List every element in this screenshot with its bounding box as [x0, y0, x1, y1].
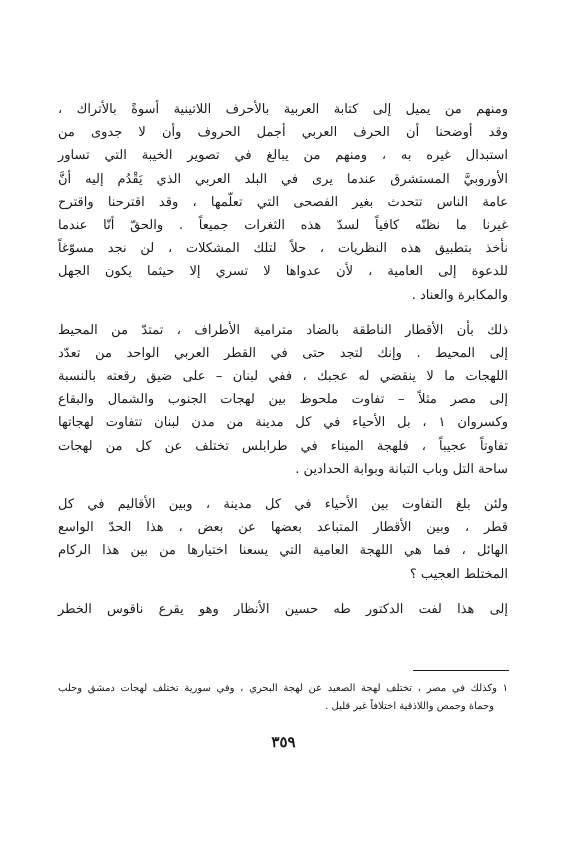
text-line: وكسروان ١ ، بل الأحياء في كل مدينة من مدن لبنان تتفاوت لهجاتها [58, 415, 508, 431]
text-line: تفاوتاً عجيباً ، فلهجة الميناء في طرابلس تختلف عن كل من لهجات [58, 438, 508, 454]
footnote-divider [413, 670, 509, 671]
text-line: المختلط العجيب ؟ [409, 566, 508, 582]
paragraph-1 [58, 98, 508, 307]
text-line: غيرنا ما نظنّه كافياً لسدّ هذه الثغرات جميعاً . والحقّ أنّا عندما [58, 217, 508, 233]
text-line: ولئن بلغ التفاوت بين الأحياء في كل مدينة ، وبين الأقاليم في كل [58, 497, 508, 512]
text-line: استبدال غيره به ، ومنهم من يبالغ في تصوير الخيبة التي تساور [58, 148, 508, 164]
text-line: والمكابرة والعناد . [411, 287, 508, 303]
paragraph-4 [58, 598, 508, 621]
text-line: اللهجات ما لا ينقضي له عجبك ، ففي لبنان – على ضيق رقعته بالنسبة [58, 369, 508, 385]
text-line: الهائل ، فما هي اللهجة العامية التي يسعنا اختيارها من بين هذا الركام [58, 543, 508, 559]
text-line: نأخذ بتطبيق هذه النظريات ، حلاً لتلك المشكلات ، لن نجد مسوّغاً [58, 241, 508, 257]
text-line: إلى هذا لفت الدكتور طه حسين الأنظار وهو يقرع ناقوس الخطر [58, 601, 508, 617]
paragraph-3 [58, 493, 508, 586]
text-line: ذلك بأن الأقطار الناطقة بالضاد مترامية الأطراف ، تمتدّ من المحيط [58, 322, 508, 338]
text-line: إلى المحيط . وإنك لتجد حتى في القطر العربي الواحد من تعدّد [58, 345, 508, 361]
footnote-line: ١ وكذلك في مصر ، تختلف لهجة الصعيد عن لهجة البحري ، وفي سورية تختلف لهجات دمشق وحلب [58, 683, 508, 694]
text-line: قطر ، وبين الأقطار المتباعد بعضها عن بعض ، هذا الحدّ الواسع [58, 520, 508, 536]
text-line: للدعوة إلى العامية ، لأن عدواها لا تسري إلا حيثما يكون الجهل [58, 264, 508, 280]
footnote-line: وحماة وحمص واللاذقية اختلافاً غير قليل . [325, 701, 494, 712]
paragraph-2 [58, 319, 508, 481]
text-line: ساحة التل وباب التبانة وبوابة الحدادين . [295, 461, 508, 477]
text-line: ومنهم من يميل إلى كتابة العربية بالأحرف اللاتينية أسوةً بالأتراك ، [58, 102, 508, 117]
text-line: الأوروبيَّ المستشرق عندما يرى في البلد العربي الذي يَقْدُم إليه أنَّ [58, 171, 508, 187]
text-line: وقد أوضحنا أن الحرف العربي أجمل الحروف وأن لا جدوى من [58, 125, 508, 141]
page-number: ٣٥٩ [271, 733, 296, 751]
text-line: عامة الناس تتحدث بغير الفصحى التي تعلّمها ، وقد اقترحنا واقترح [58, 194, 508, 210]
body-text [58, 98, 508, 621]
text-line: إلى مصر مثلاً – تفاوت ملحوظ بين لهجات الجنوب والشمال والبقاع [58, 392, 508, 408]
footnotes [58, 680, 508, 716]
